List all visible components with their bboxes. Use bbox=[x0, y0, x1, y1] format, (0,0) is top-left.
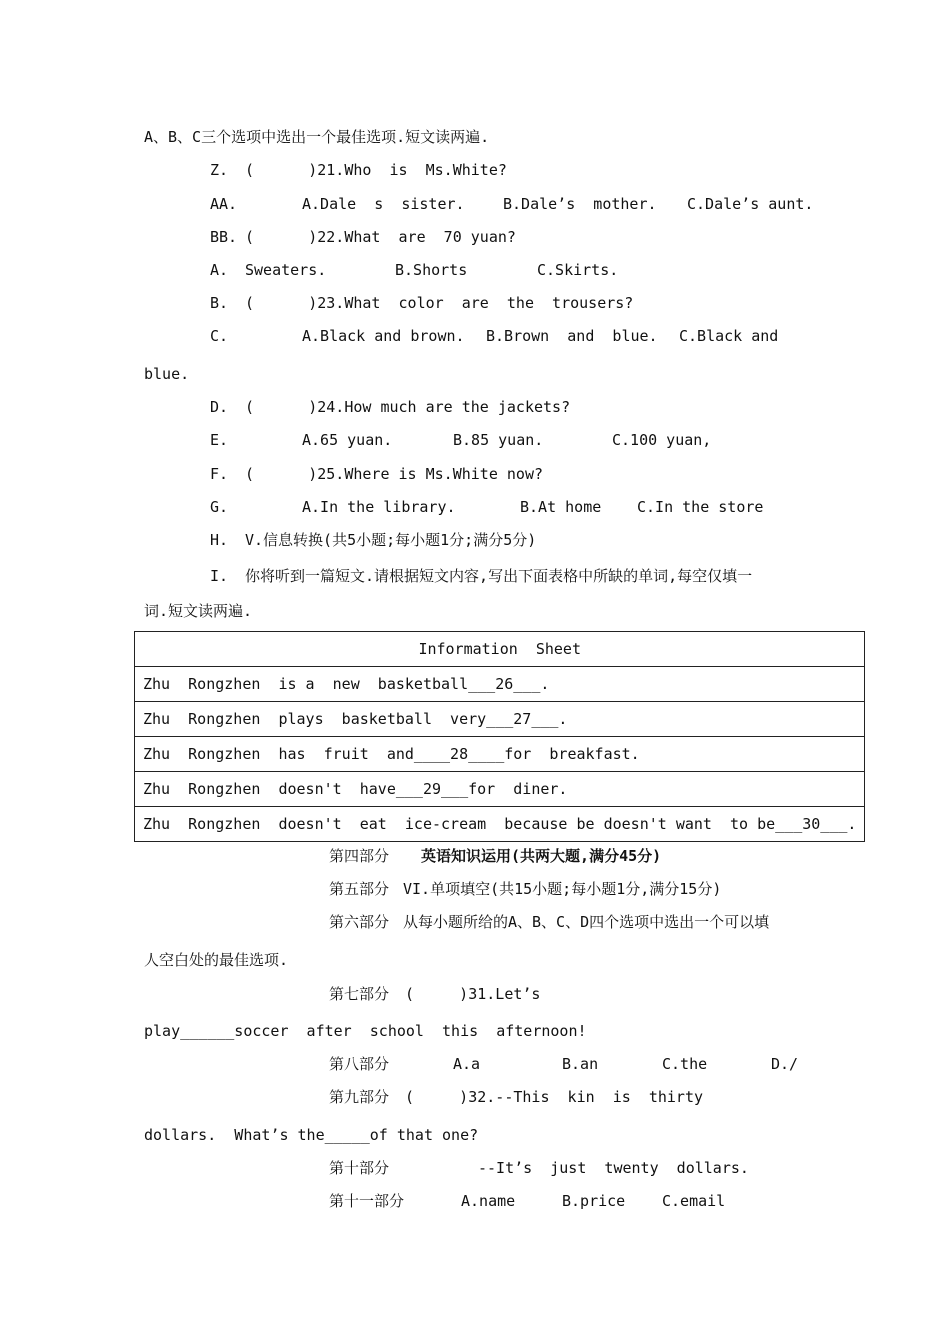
part6-label: 第六部分 bbox=[329, 913, 390, 931]
item-g-label: G. bbox=[210, 498, 229, 516]
section-v-instruction: 你将听到一篇短文.请根据短文内容,写出下面表格中所缺的单词,每空仅填一 bbox=[245, 567, 753, 585]
item-f-label: F. bbox=[210, 465, 229, 483]
option-23-a: A.Black and brown. bbox=[302, 327, 465, 345]
item-aa-label: AA. bbox=[210, 195, 238, 213]
option-32-a: A.name bbox=[461, 1192, 516, 1210]
part4-heading: 英语知识运用(共两大题,满分45分) bbox=[421, 847, 662, 865]
part6-instruction: 从每小题所给的A、B、C、D四个选项中选出一个可以填 bbox=[403, 913, 770, 931]
part5-heading: VI.单项填空(共15小题;每小题1分,满分15分) bbox=[403, 880, 722, 898]
option-31-a: A.a bbox=[453, 1055, 481, 1073]
intro-line: A、B、C三个选项中选出一个最佳选项.短文读两遍. bbox=[144, 128, 490, 146]
part9-label: 第九部分 bbox=[329, 1088, 390, 1106]
question-31-cont: play______soccer after school this afternoon! bbox=[144, 1022, 587, 1040]
question-22: ( )22.What are 70 yuan? bbox=[245, 228, 516, 246]
part5-label: 第五部分 bbox=[329, 880, 390, 898]
information-sheet-table bbox=[134, 631, 865, 842]
table-cell-29: Zhu Rongzhen doesn't have___29___for diner. bbox=[135, 772, 865, 807]
part4-label: 第四部分 bbox=[329, 847, 390, 865]
part10-label: 第十部分 bbox=[329, 1159, 390, 1177]
option-21-c: C.Dale’s aunt. bbox=[687, 195, 814, 213]
item-h-label: H. bbox=[210, 531, 229, 549]
part11-label: 第十一部分 bbox=[329, 1192, 405, 1210]
table-header-row bbox=[135, 632, 865, 667]
table-cell-30: Zhu Rongzhen doesn't eat ice-cream because be doesn't want to be___30___. bbox=[135, 807, 865, 842]
item-bb-label: BB. bbox=[210, 228, 238, 246]
item-z-label: Z. bbox=[210, 161, 229, 179]
item-d-label: D. bbox=[210, 398, 229, 416]
option-23-b: B.Brown and blue. bbox=[486, 327, 658, 345]
option-21-b: B.Dale’s mother. bbox=[503, 195, 657, 213]
item-a-label: A. bbox=[210, 261, 229, 279]
part8-label: 第八部分 bbox=[329, 1055, 390, 1073]
option-31-d: D./ bbox=[771, 1055, 799, 1073]
option-24-a: A.65 yuan. bbox=[302, 431, 393, 449]
table-row bbox=[135, 667, 865, 702]
option-31-b: B.an bbox=[562, 1055, 599, 1073]
option-25-c: C.In the store bbox=[637, 498, 764, 516]
question-25: ( )25.Where is Ms.White now? bbox=[245, 465, 544, 483]
option-21-a: A.Dale s sister. bbox=[302, 195, 465, 213]
option-23-c-cont: blue. bbox=[144, 365, 190, 383]
option-31-c: C.the bbox=[662, 1055, 708, 1073]
table-row bbox=[135, 772, 865, 807]
option-24-b: B.85 yuan. bbox=[453, 431, 544, 449]
option-22-a: Sweaters. bbox=[245, 261, 327, 279]
section-v-heading: V.信息转换(共5小题;每小题1分;满分5分) bbox=[245, 531, 537, 549]
option-23-c: C.Black and bbox=[679, 327, 779, 345]
question-24: ( )24.How much are the jackets? bbox=[245, 398, 571, 416]
table-cell-28: Zhu Rongzhen has fruit and____28____for breakfast. bbox=[135, 737, 865, 772]
part7-label: 第七部分 bbox=[329, 985, 390, 1003]
question-21: ( )21.Who is Ms.White? bbox=[245, 161, 507, 179]
table-cell-27: Zhu Rongzhen plays basketball very___27___. bbox=[135, 702, 865, 737]
table-row bbox=[135, 807, 865, 842]
table-row bbox=[135, 737, 865, 772]
question-23: ( )23.What color are the trousers? bbox=[245, 294, 634, 312]
question-31: ( )31.Let’s bbox=[405, 985, 541, 1003]
option-22-b: B.Shorts bbox=[395, 261, 468, 279]
item-i-label: I. bbox=[210, 567, 229, 585]
question-32: ( )32.--This kin is thirty bbox=[405, 1088, 704, 1106]
section-v-instruction-cont: 词.短文读两遍. bbox=[144, 602, 253, 620]
table-cell-26: Zhu Rongzhen is a new basketball___26___. bbox=[135, 667, 865, 702]
option-25-b: B.At home bbox=[520, 498, 602, 516]
question-32-cont: dollars. What’s the_____of that one? bbox=[144, 1126, 479, 1144]
option-32-b: B.price bbox=[562, 1192, 626, 1210]
option-22-c: C.Skirts. bbox=[537, 261, 619, 279]
answer-32: --It’s just twenty dollars. bbox=[478, 1159, 749, 1177]
item-e-label: E. bbox=[210, 431, 229, 449]
item-c-label: C. bbox=[210, 327, 229, 345]
item-b-label: B. bbox=[210, 294, 229, 312]
table-header: Information Sheet bbox=[135, 632, 865, 667]
option-24-c: C.100 yuan, bbox=[612, 431, 712, 449]
part6-instruction-cont: 人空白处的最佳选项. bbox=[144, 951, 289, 969]
option-32-c: C.email bbox=[662, 1192, 726, 1210]
option-25-a: A.In the library. bbox=[302, 498, 456, 516]
table-row bbox=[135, 702, 865, 737]
